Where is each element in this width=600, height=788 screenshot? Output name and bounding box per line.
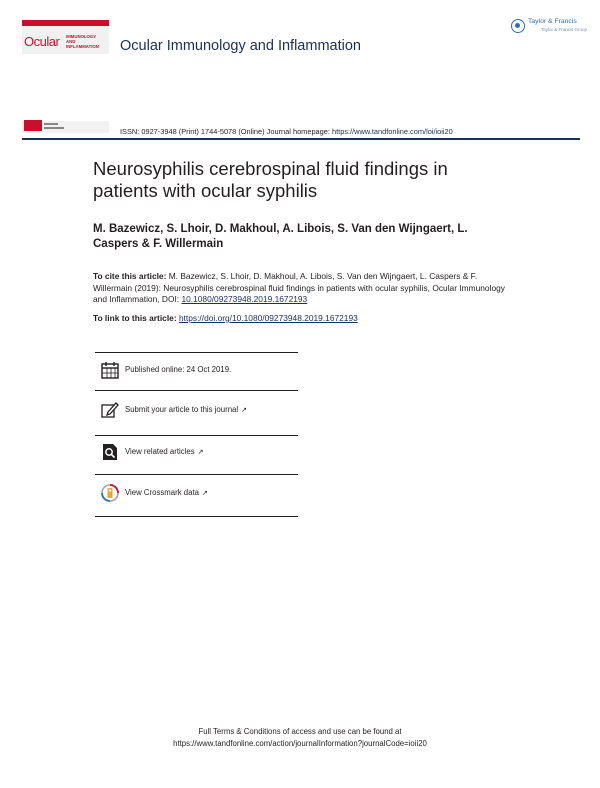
external-link-icon: ↗ xyxy=(241,407,247,414)
journal-cover-image xyxy=(22,20,109,133)
published-row xyxy=(100,360,298,382)
cover-footer-line xyxy=(44,127,64,129)
publisher-logo[interactable] xyxy=(511,17,588,37)
article-doi-link[interactable]: https://doi.org/10.1080/09273948.2019.1672193 xyxy=(178,313,358,323)
crossmark-link[interactable] xyxy=(125,488,208,497)
cover-footer-line xyxy=(44,123,58,125)
publisher-name: Taylor & Francis xyxy=(528,18,577,25)
publisher-logo-icon xyxy=(511,19,525,33)
citation-block xyxy=(93,271,505,306)
journal-homepage-link[interactable]: https://www.tandfonline.com/loi/ioii20 xyxy=(332,127,453,136)
article-title: Neurosyphilis cerebrospinal fluid findings in patients with ocular syphilis xyxy=(93,158,448,201)
cover-brand: Ocular xyxy=(24,34,60,49)
crossmark-label: View Crossmark data xyxy=(125,488,199,497)
external-link-icon: ↗ xyxy=(197,449,204,456)
article-authors: M. Bazewicz, S. Lhoir, D. Makhoul, A. Libois, S. Van den Wijngaert, L. Caspers & F. Willermain xyxy=(93,223,468,250)
journal-title[interactable]: Ocular Immunology and Inflammation xyxy=(120,38,361,54)
panel-divider xyxy=(95,435,298,436)
link-label: To link to this article: xyxy=(93,313,177,323)
terms-link[interactable]: https://www.tandfonline.com/action/journalInformation?journalCode=ioii20 xyxy=(173,739,427,748)
panel-divider xyxy=(95,516,298,517)
submit-article-label: Submit your article to this journal xyxy=(125,405,239,414)
cite-doi-link[interactable]: 10.1080/09273948.2019.1672193 xyxy=(181,294,308,304)
submit-article-link[interactable] xyxy=(125,405,247,414)
submit-article-row[interactable] xyxy=(100,400,298,422)
cover-body xyxy=(22,54,109,121)
cover-brand-sub: IMMUNOLOGY AND INFLAMMATION xyxy=(66,34,99,49)
related-articles-row[interactable] xyxy=(100,442,298,464)
panel-divider xyxy=(95,390,298,391)
cite-label: To cite this article: xyxy=(93,271,167,281)
terms-text: Full Terms & Conditions of access and use can be found at xyxy=(198,727,402,736)
link-line xyxy=(93,313,358,323)
header-divider xyxy=(22,138,580,140)
panel-divider xyxy=(95,352,298,353)
calendar-icon xyxy=(100,360,120,380)
cite-text: M. Bazewicz, S. Lhoir, D. Makhoul, A. Libois, S. Van den Wijngaert, L. Caspers & F. Willermain (2019): Neurosyphilis cerebrospinal fluid findings in patients with ocular syphilis, Ocular Immunology and Inflammation, DOI: xyxy=(93,271,505,304)
issn-line xyxy=(120,127,453,136)
external-link-icon: ↗ xyxy=(201,490,208,497)
issn-text: ISSN: 0927-3948 (Print) 1744-5078 (Online) Journal homepage: xyxy=(120,127,330,136)
related-articles-link[interactable] xyxy=(125,447,204,456)
published-date: Published online: 24 Oct 2019. xyxy=(125,365,232,374)
cover-stripe xyxy=(22,20,109,26)
related-articles-label: View related articles xyxy=(125,447,195,456)
crossmark-row[interactable] xyxy=(100,483,298,505)
publisher-tagline: Taylor & Francis Group xyxy=(541,27,588,32)
cover-footer-logo xyxy=(24,120,42,131)
edit-icon xyxy=(100,400,120,420)
search-document-icon xyxy=(100,442,120,462)
crossmark-icon xyxy=(100,483,120,503)
panel-divider xyxy=(95,474,298,475)
